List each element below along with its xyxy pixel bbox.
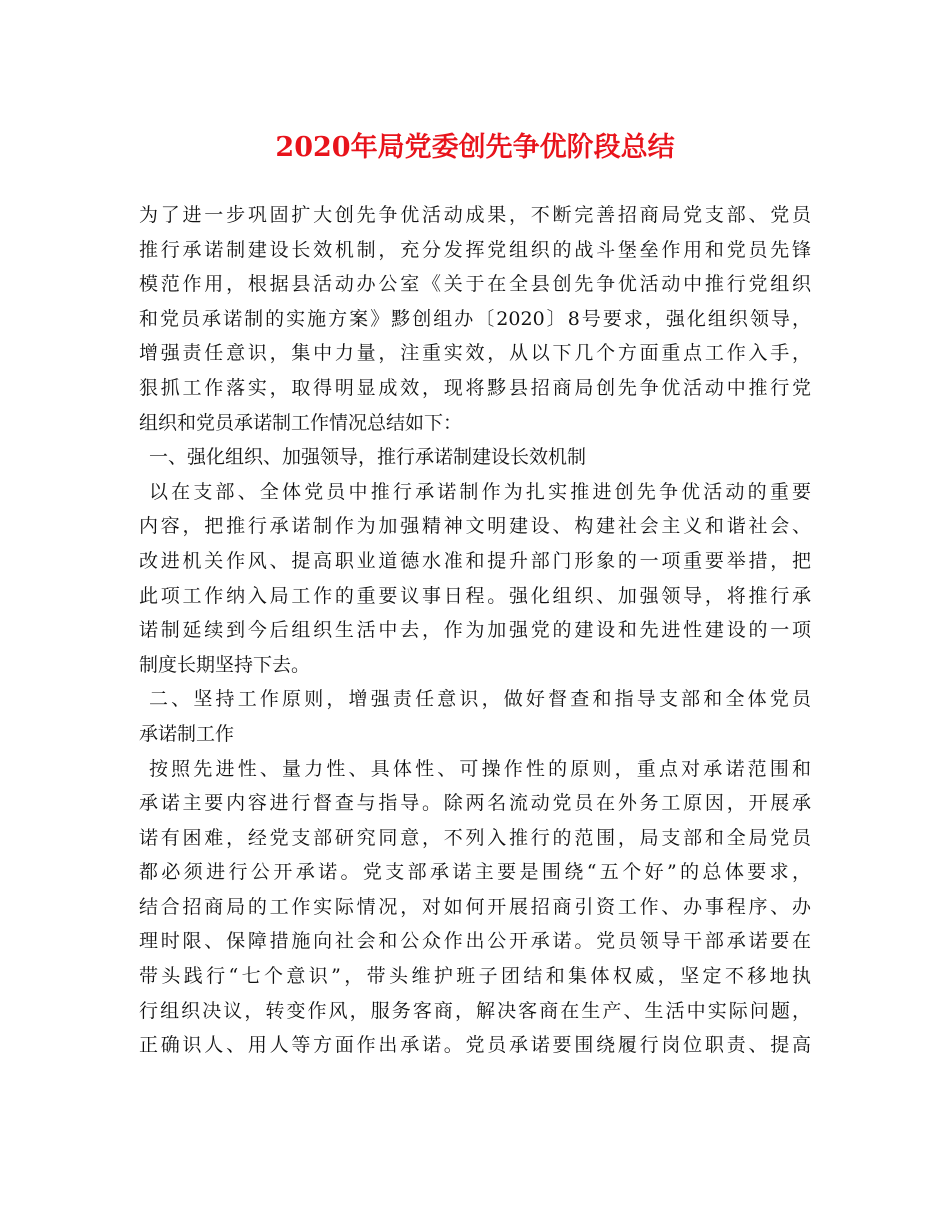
- body-line: 内容，把推行承诺制作为加强精神文明建设、构建社会主义和谐社会、: [139, 515, 811, 538]
- body-line: 结合招商局的工作实际情况，对如何开展招商引资工作、办事程序、办: [139, 895, 811, 918]
- body-line: 和党员承诺制的实施方案》黟创组办〔2020〕8号要求，强化组织领导，: [139, 307, 811, 330]
- body-line: 改进机关作风、提高职业道德水准和提升部门形象的一项重要举措，把: [139, 549, 811, 572]
- body-line: 推行承诺制建设长效机制，充分发挥党组织的战斗堡垒作用和党员先锋: [139, 238, 811, 261]
- body-line: 一、强化组织、加强领导，推行承诺制建设长效机制: [149, 446, 587, 469]
- body-line: 以在支部、全体党员中推行承诺制作为扎实推进创先争优活动的重要: [149, 480, 811, 503]
- body-line: 承诺主要内容进行督查与指导。除两名流动党员在外务工原因，开展承: [139, 792, 811, 815]
- document-body: [139, 198, 811, 1063]
- body-line: 按照先进性、量力性、具体性、可操作性的原则，重点对承诺范围和: [149, 757, 811, 780]
- body-line: 二、坚持工作原则，增强责任意识，做好督查和指导支部和全体党员: [149, 688, 811, 711]
- body-line: 此项工作纳入局工作的重要议事日程。强化组织、加强领导，将推行承: [139, 584, 811, 607]
- body-line: 狠抓工作落实，取得明显成效，现将黟县招商局创先争优活动中推行党: [139, 376, 811, 399]
- body-line: 增强责任意识，集中力量，注重实效，从以下几个方面重点工作入手，: [139, 342, 811, 365]
- body-line: 理时限、保障措施向社会和公众作出公开承诺。党员领导干部承诺要在: [139, 930, 811, 953]
- body-line: 带头践行“七个意识”，带头维护班子团结和集体权威，坚定不移地执: [139, 965, 811, 988]
- body-line: 组织和党员承诺制工作情况总结如下：: [139, 411, 463, 434]
- body-line: 制度长期坚持下去。: [139, 653, 311, 676]
- body-line: 正确识人、用人等方面作出承诺。党员承诺要围绕履行岗位职责、提高: [139, 1034, 811, 1057]
- body-line: 都必须进行公开承诺。党支部承诺主要是围绕“五个好”的总体要求，: [139, 861, 811, 884]
- body-line: 承诺制工作: [139, 722, 235, 745]
- body-line: 模范作用，根据县活动办公室《关于在全县创先争优活动中推行党组织: [139, 273, 811, 296]
- document-title: 2020年局党委创先争优阶段总结: [275, 132, 675, 163]
- body-line: 行组织决议，转变作风，服务客商，解决客商在生产、生活中实际问题，: [139, 999, 811, 1022]
- body-line: 诺有困难，经党支部研究同意，不列入推行的范围，局支部和全局党员: [139, 826, 811, 849]
- body-line: 为了进一步巩固扩大创先争优活动成果，不断完善招商局党支部、党员: [139, 204, 811, 226]
- body-line: 诺制延续到今后组织生活中去，作为加强党的建设和先进性建设的一项: [139, 619, 811, 642]
